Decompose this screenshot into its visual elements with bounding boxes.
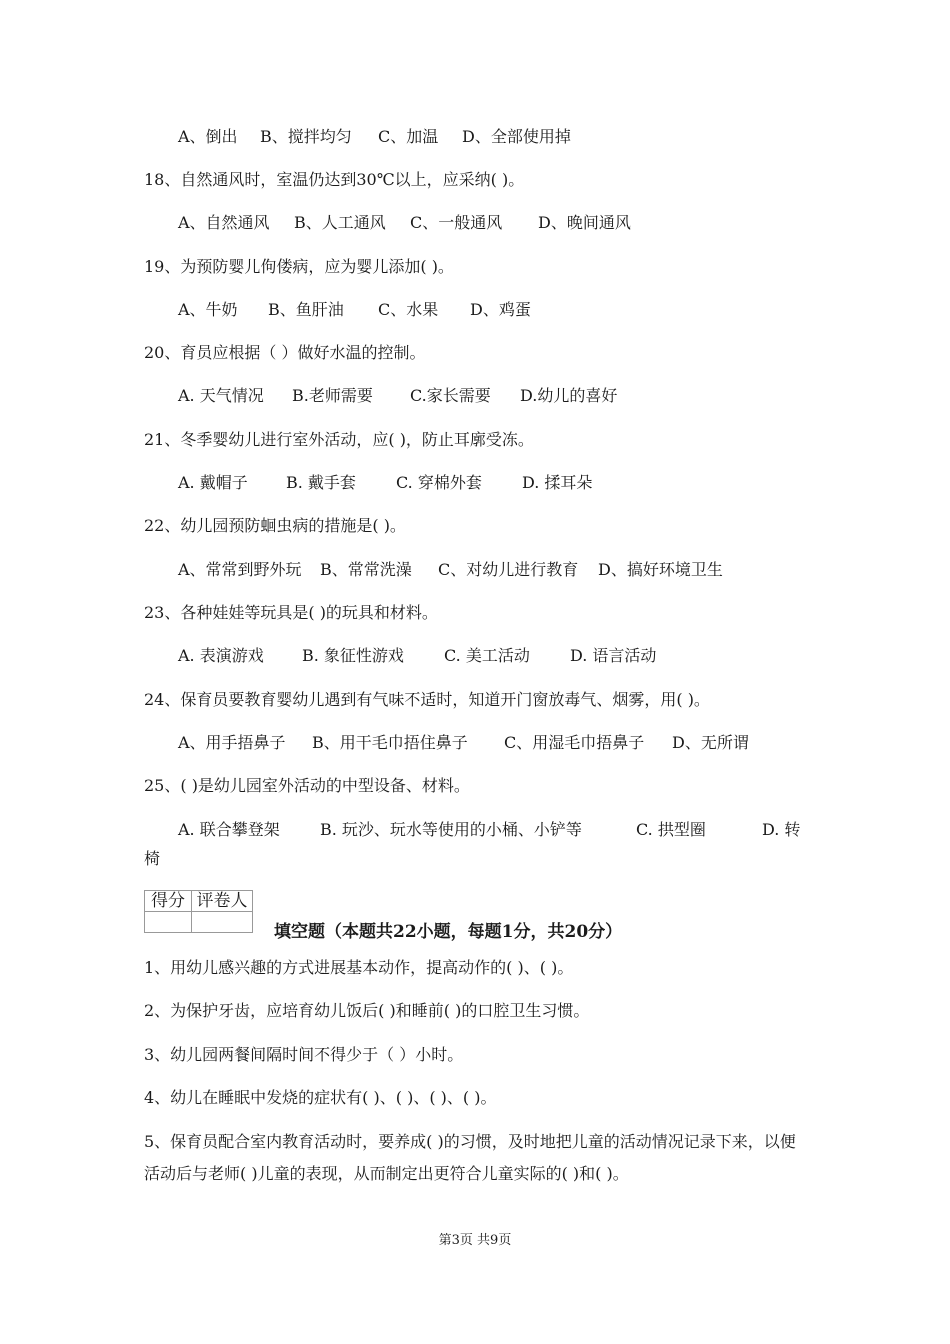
q19-option-c: C、水果: [378, 300, 439, 319]
fill-question-4: 4、幼儿在睡眠中发烧的症状有( )、( )、( )、( )。: [144, 1088, 497, 1107]
q21-option-d: D. 揉耳朵: [522, 473, 593, 492]
score-table: [144, 890, 253, 933]
q24-option-b: B、用干毛巾捂住鼻子: [312, 733, 468, 752]
q25-option-b: B. 玩沙、玩水等使用的小桶、小铲等: [320, 820, 582, 839]
q20-stem: 20、育员应根据（ ）做好水温的控制。: [144, 343, 426, 362]
q21-options: [178, 473, 858, 493]
grader-cell: [192, 912, 253, 933]
q25-option-c: C. 拱型圈: [636, 820, 706, 839]
q22-option-a: A、常常到野外玩: [178, 560, 302, 579]
q24-options: [178, 733, 858, 753]
page-footer: 第3页 共9页: [438, 1233, 512, 1248]
q25-options: [178, 820, 824, 840]
q23-option-c: C. 美工活动: [444, 646, 530, 665]
q24-option-a: A、用手捂鼻子: [178, 733, 286, 752]
q18-option-d: D、晚间通风: [538, 213, 631, 232]
q20-option-b: B.老师需要: [292, 386, 373, 405]
fill-question-2: 2、为保护牙齿，应培育幼儿饭后( )和睡前( )的口腔卫生习惯。: [144, 1001, 590, 1020]
q24-stem: 24、保育员要教育婴幼儿遇到有气味不适时，知道开门窗放毒气、烟雾，用( )。: [144, 690, 710, 709]
q25-options-continued: 椅: [144, 849, 161, 868]
q18-option-c: C、一般通风: [410, 213, 503, 232]
q23-option-b: B. 象征性游戏: [302, 646, 404, 665]
q17-options: [178, 127, 858, 147]
q23-option-d: D. 语言活动: [570, 646, 657, 665]
q20-option-d: D.幼儿的喜好: [520, 386, 618, 405]
q20-option-a: A. 天气情况: [178, 386, 264, 405]
q17-option-a: A、倒出: [178, 127, 238, 146]
q19-options: [178, 300, 858, 320]
section-title: 填空题（本题共22小题，每题1分，共20分）: [274, 922, 623, 942]
q17-option-c: C、加温: [378, 127, 439, 146]
q19-option-d: D、鸡蛋: [470, 300, 531, 319]
q20-options: [178, 386, 858, 406]
q19-option-b: B、鱼肝油: [268, 300, 344, 319]
score-label: 得分: [145, 891, 192, 912]
q21-option-c: C. 穿棉外套: [396, 473, 482, 492]
q18-options: [178, 213, 858, 233]
q22-option-b: B、常常洗澡: [320, 560, 412, 579]
q25-stem: 25、( )是幼儿园室外活动的中型设备、材料。: [144, 776, 470, 795]
q24-option-c: C、用湿毛巾捂鼻子: [504, 733, 645, 752]
q19-option-a: A、牛奶: [178, 300, 238, 319]
grader-label: 评卷人: [192, 891, 253, 912]
q18-option-b: B、人工通风: [294, 213, 386, 232]
q20-option-c: C.家长需要: [410, 386, 491, 405]
q25-option-a: A. 联合攀登架: [178, 820, 280, 839]
q17-option-d: D、全部使用掉: [462, 127, 571, 146]
q18-stem: 18、自然通风时，室温仍达到30℃以上，应采纳( )。: [144, 170, 525, 189]
q23-stem: 23、各种娃娃等玩具是( )的玩具和材料。: [144, 603, 438, 622]
q21-option-a: A. 戴帽子: [178, 473, 248, 492]
q22-option-c: C、对幼儿进行教育: [438, 560, 579, 579]
q18-option-a: A、自然通风: [178, 213, 270, 232]
q23-option-a: A. 表演游戏: [178, 646, 264, 665]
q21-stem: 21、冬季婴幼儿进行室外活动，应( )，防止耳廓受冻。: [144, 430, 534, 449]
fill-question-3: 3、幼儿园两餐间隔时间不得少于（ ）小时。: [144, 1045, 464, 1064]
fill-question-1: 1、用幼儿感兴趣的方式进展基本动作，提高动作的( )、( )。: [144, 958, 574, 977]
q22-option-d: D、搞好环境卫生: [598, 560, 723, 579]
q22-options: [178, 560, 858, 580]
q25-option-d: D. 转: [762, 820, 801, 839]
q23-options: [178, 646, 858, 666]
q19-stem: 19、为预防婴儿佝偻病，应为婴儿添加( )。: [144, 257, 454, 276]
q24-option-d: D、无所谓: [672, 733, 749, 752]
q21-option-b: B. 戴手套: [286, 473, 356, 492]
score-cell: [145, 912, 192, 933]
fill-question-5: 5、保育员配合室内教育活动时，要养成( )的习惯，及时地把儿童的活动情况记录下来，以便活动后与老师( )儿童的表现，从而制定出更符合儿童实际的( )和( )。: [144, 1132, 796, 1183]
q22-stem: 22、幼儿园预防蛔虫病的措施是( )。: [144, 516, 406, 535]
q17-option-b: B、搅拌均匀: [260, 127, 352, 146]
